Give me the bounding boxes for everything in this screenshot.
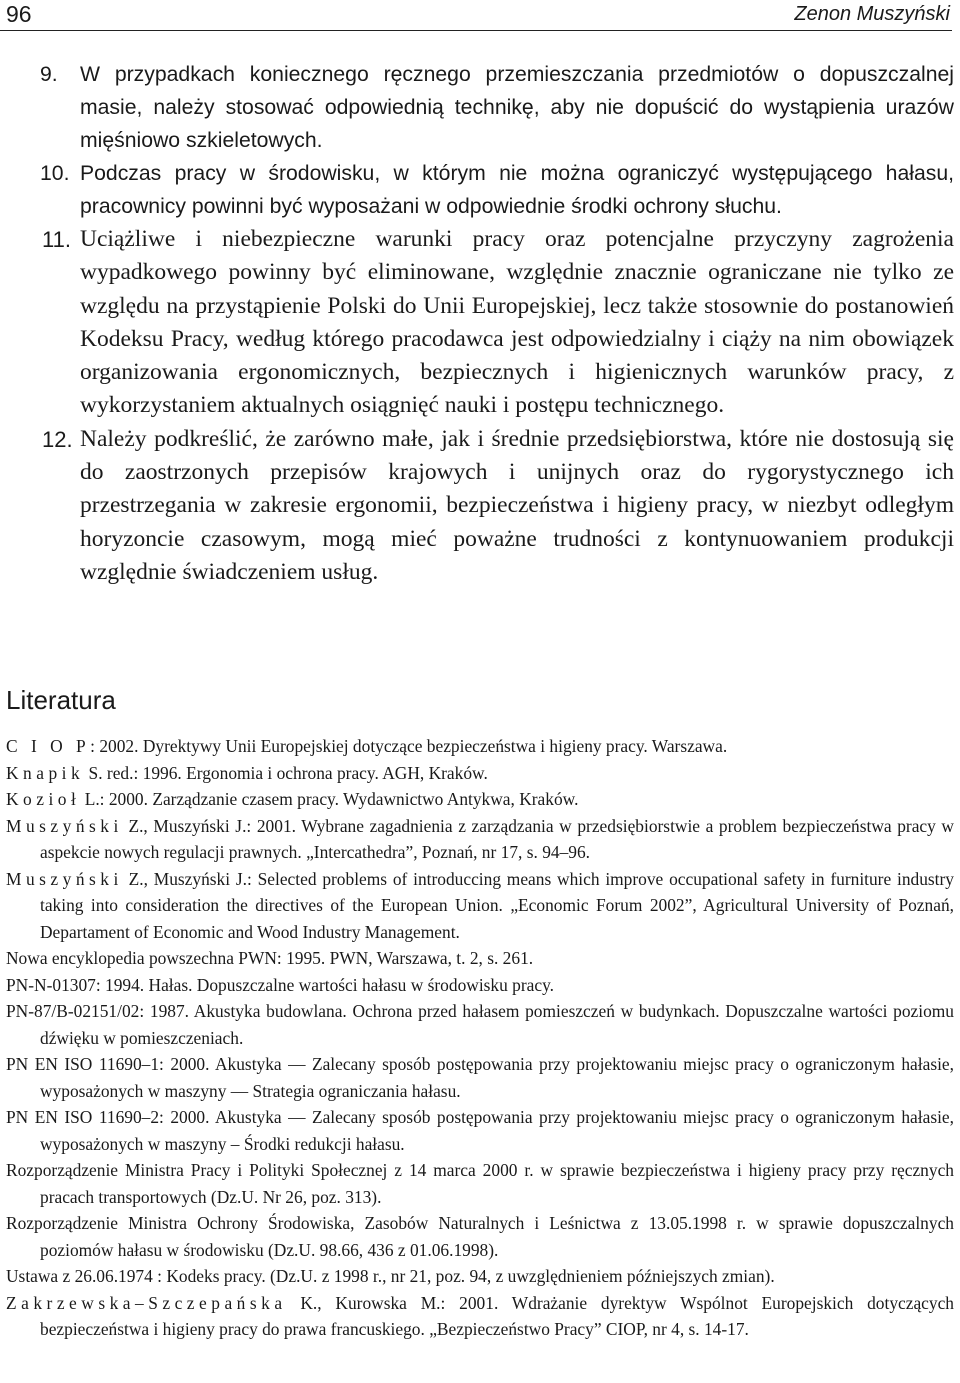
item-number: 10.: [40, 162, 70, 185]
reference-text: PN EN ISO 11690–1: 2000. Akustyka — Zalecany sposób postępowania przy projektowaniu miejsc pracy o ograniczonym hałasie, wyposażonych w maszyny — Strategia ograniczania hałasu.: [6, 1054, 954, 1101]
conclusions-list: [6, 58, 954, 589]
reference-item: [6, 1157, 954, 1210]
reference-text: Rozporządzenie Ministra Ochrony Środowiska, Zasobów Naturalnych i Leśnictwa z 13.05.1998 r. w sprawie dopuszczalnych poziomów hałasu w środowisku (Dz.U. 98.66, 436 z 01.06.1998).: [6, 1213, 954, 1260]
reference-text: : 2002. Dyrektywy Unii Europejskiej dotyczące bezpieczeństwa i higieny pracy. Warszawa.: [90, 736, 728, 756]
reference-text: PN-N-01307: 1994. Hałas. Dopuszczalne wartości hałasu w środowisku pracy.: [6, 974, 554, 995]
reference-text: Z., Muszyński J.: Selected problems of introduccing means which improve occupational safety in furniture industry taking into consideration the directives of the European Union. „Economic Forum 2002”, Agricultural University of Poznań, Departament of Economic and Wood Industry Management.: [40, 868, 954, 942]
reference-text: PN EN ISO 11690–2: 2000. Akustyka — Zalecany sposób postępowania przy projektowaniu miejsc pracy o ograniczonym hałasie, wyposażonych w maszyny – Środki redukcji hałasu.: [6, 1107, 954, 1154]
list-item: [6, 423, 954, 589]
reference-item: [6, 1051, 954, 1104]
item-text: Podczas pracy w środowisku, w którym nie można ograniczyć występującego hałasu, pracownicy powinni być wyposażani w odpowiednie środki ochrony słuchu.: [80, 162, 954, 218]
reference-text: Nowa encyklopedia powszechna PWN: 1995. PWN, Warszawa, t. 2, s. 261.: [6, 948, 534, 968]
reference-item: [6, 866, 954, 946]
reference-item: [6, 972, 954, 999]
reference-item: [6, 733, 954, 760]
reference-author: Zakrzewska–Szczepańska: [6, 1292, 287, 1313]
literature-heading: Literatura: [6, 685, 116, 715]
reference-text: Z., Muszyński J.: 2001. Wybrane zagadnienia z zarządzania w przedsiębiorstwie a problem bezpieczeństwa pracy w aspekcie nowych regulacji prawnych. „Intercathedra”, Poznań, nr 17, s. 94–96.: [40, 815, 954, 862]
running-header-author: Zenon Muszyński: [794, 3, 950, 25]
reference-author: Muszyński: [6, 815, 123, 836]
running-header: [0, 0, 952, 31]
reference-item: [6, 1104, 954, 1157]
reference-item: [6, 813, 954, 866]
reference-list: [6, 733, 954, 1343]
list-item: [6, 223, 954, 423]
item-number: 11.: [42, 227, 71, 252]
reference-item: [6, 998, 954, 1051]
item-text: Należy podkreślić, że zarówno małe, jak i średnie przedsiębiorstwa, które nie dostosują się do zaostrzonych przepisów krajowych i unijnych oraz do rygorystycznego ich przestrzegania w zakresie ergonomii, bezpieczeństwa i higieny pracy, w niezbyt odległym horyzoncie czasowym, mogą mieć poważne trudności z kontynuowaniem produkcji względnie świadczeniem usług.: [80, 425, 954, 585]
list-item: [6, 58, 954, 157]
reference-item: [6, 760, 954, 787]
list-item: [6, 157, 954, 223]
item-number: 9.: [40, 63, 58, 86]
reference-text: PN-87/B-02151/02: 1987. Akustyka budowlana. Ochrona przed hałasem pomieszczeń w budynkach. Dopuszczalne wartości poziomu dźwięku w pomieszczeniach.: [6, 1001, 954, 1048]
reference-text: K., Kurowska M.: 2001. Wdrażanie dyrektyw Wspólnot Europejskich dotyczących bezpieczeństwa i higieny pracy do prawa francuskiego. „Bezpieczeństwo Pracy” CIOP, nr 4, s. 14-17.: [40, 1292, 954, 1339]
reference-item: [6, 1290, 954, 1343]
reference-text: Rozporządzenie Ministra Pracy i Polityki Społecznej z 14 marca 2000 r. w sprawie bezpieczeństwa i higieny pracy przy ręcznych pracach transportowych (Dz.U. Nr 26, poz. 313).: [6, 1160, 954, 1207]
reference-item: [6, 1210, 954, 1263]
reference-author: C I O P: [6, 736, 91, 756]
page-number: 96: [6, 1, 32, 27]
reference-item: [6, 945, 954, 972]
item-text: W przypadkach koniecznego ręcznego przemieszczania przedmiotów o dopuszczalnej masie, należy stosować odpowiednią technikę, aby nie dopuścić do wystąpienia urazów mięśniowo szkieletowych.: [80, 63, 954, 152]
reference-text: Ustawa z 26.06.1974 : Kodeks pracy. (Dz.U. z 1998 r., nr 21, poz. 94, z uwzględnieniem późniejszych zmian).: [6, 1266, 775, 1286]
reference-author: Muszyński: [6, 868, 123, 889]
reference-text: S. red.: 1996. Ergonomia i ochrona pracy. AGH, Kraków.: [84, 762, 488, 783]
item-number: 12.: [42, 426, 73, 452]
reference-text: L.: 2000. Zarządzanie czasem pracy. Wydawnictwo Antykwa, Kraków.: [80, 789, 579, 809]
reference-author: Knapik: [6, 762, 85, 783]
reference-item: [6, 1263, 954, 1290]
item-text: Uciążliwe i niebezpieczne warunki pracy oraz potencjalne przyczyny zagrożenia wypadkowego powinny być eliminowane, względnie znacznie ograniczane nie tylko ze względu na przystąpienie Polski do Unii Europejskiej, lecz także stosownie do postanowień Kodeksu Pracy, według którego pracodawca jest odpowiedzialny i ciąży na nim obowiązek organizowania ergonomicznych, bezpiecznych i higienicznych warunków pracy, z wykorzystaniem aktualnych osiągnięć nauki i postępu technicznego.: [80, 226, 954, 419]
reference-item: [6, 786, 954, 813]
reference-author: Kozioł: [6, 789, 81, 809]
